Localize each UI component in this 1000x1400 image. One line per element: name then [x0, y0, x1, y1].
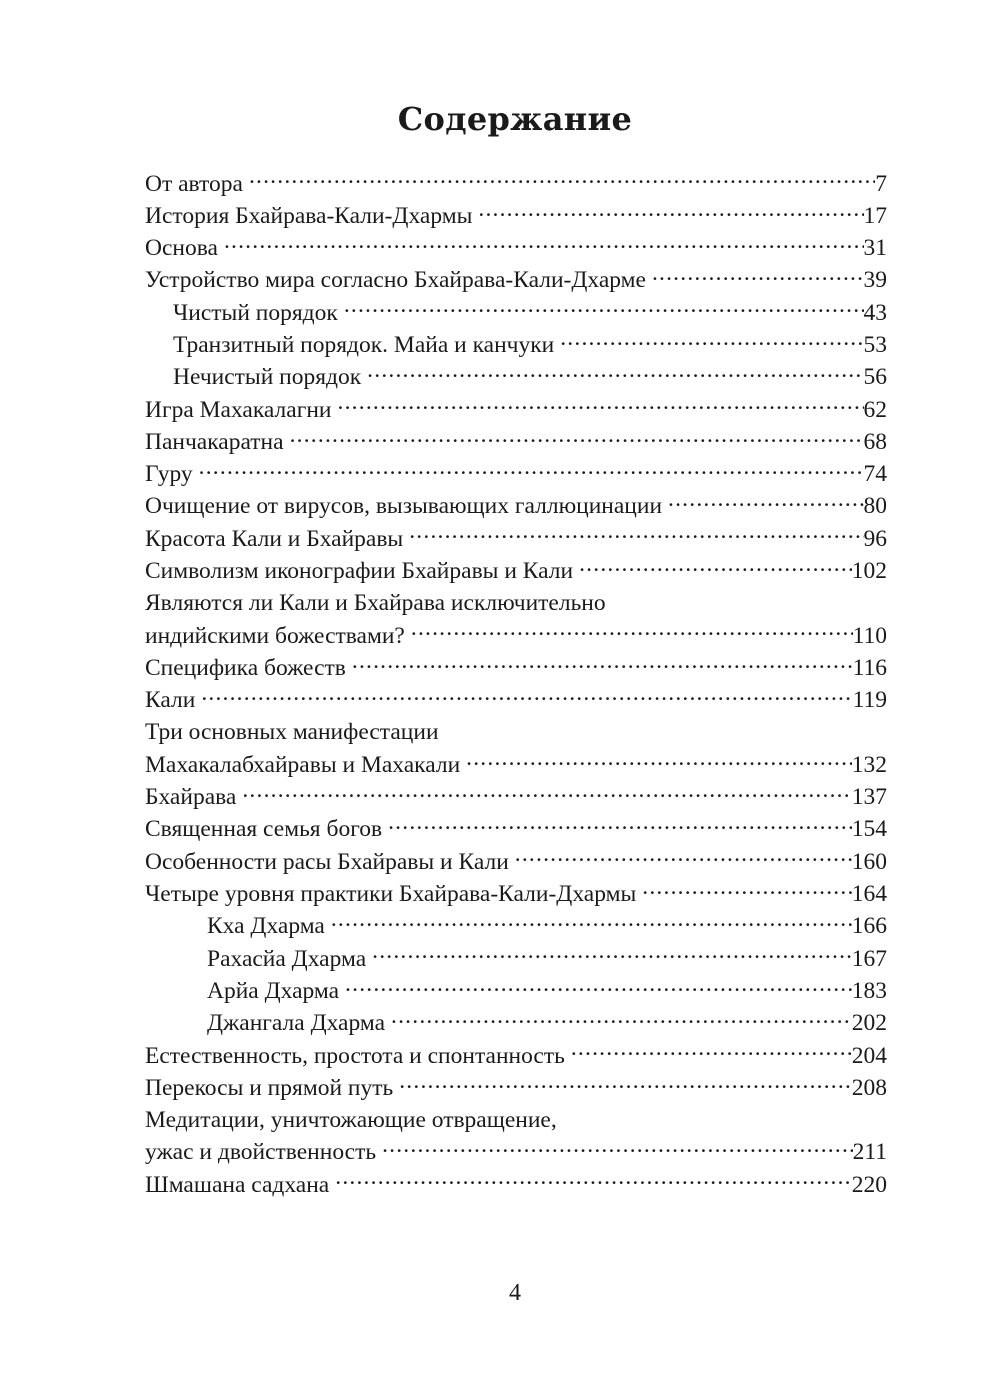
toc-entry-page: 74	[863, 461, 887, 488]
dot-leader	[642, 878, 851, 902]
page-title: Содержание	[397, 100, 633, 138]
dot-leader	[201, 684, 852, 708]
toc-entry	[145, 1007, 887, 1039]
toc-entry-label: Транзитный порядок. Майа и канчуки	[173, 331, 555, 358]
table-of-contents	[145, 167, 887, 1201]
dot-leader	[331, 910, 852, 934]
page-number: 4	[509, 1280, 521, 1306]
dot-leader	[411, 619, 853, 643]
toc-entry	[145, 845, 887, 877]
dot-leader	[515, 845, 852, 869]
dot-leader	[372, 942, 852, 966]
dot-leader	[338, 393, 864, 417]
toc-entry-page: 53	[863, 331, 887, 358]
toc-entry-page: 166	[851, 913, 887, 940]
toc-entry-page: 202	[851, 1010, 887, 1037]
toc-entry	[145, 199, 887, 231]
toc-entry-line	[145, 716, 887, 748]
toc-entry	[145, 813, 887, 845]
toc-entry	[145, 1071, 887, 1103]
toc-entry	[145, 296, 887, 328]
dot-leader	[199, 458, 864, 482]
toc-entry-page: 154	[851, 816, 887, 843]
toc-entry	[145, 361, 887, 393]
toc-entry-page: 102	[851, 558, 887, 585]
toc-entry-label: История Бхайрава-Кали-Дхармы	[145, 202, 473, 229]
toc-entry	[145, 684, 887, 716]
toc-entry-label: Особенности расы Бхайравы и Кали	[145, 848, 509, 875]
toc-entry-label: Шмашана садхана	[145, 1171, 330, 1198]
toc-entry-label: Медитации, уничтожающие отвращение,	[145, 1106, 557, 1133]
toc-entry-label: Перекосы и прямой путь	[145, 1074, 394, 1101]
toc-entry-label: От автора	[145, 170, 243, 197]
toc-entry-label: Являются ли Кали и Бхайрава исключительно	[145, 589, 606, 616]
dot-leader	[344, 296, 864, 320]
toc-entry	[145, 910, 887, 942]
toc-entry-page: 164	[851, 881, 887, 908]
toc-entry-label: Четыре уровня практики Бхайрава-Кали-Дхармы	[145, 881, 637, 908]
toc-entry-label: Арйа Дхарма	[207, 977, 340, 1004]
toc-entry-label: ужас и двойственность	[145, 1139, 377, 1166]
dot-leader	[290, 425, 864, 449]
toc-entry-label: индийскими божествами?	[145, 622, 405, 649]
toc-entry-page: 167	[851, 945, 887, 972]
toc-entry-page: 137	[851, 784, 887, 811]
toc-entry-page: 43	[863, 299, 887, 326]
toc-entry	[145, 619, 887, 651]
dot-leader	[391, 1007, 852, 1031]
toc-entry-label: Кали	[145, 687, 196, 714]
dot-leader	[668, 490, 863, 514]
toc-entry-label: Джангала Дхарма	[207, 1010, 386, 1037]
toc-entry	[145, 232, 887, 264]
toc-entry	[145, 393, 887, 425]
toc-entry	[145, 458, 887, 490]
toc-entry-label: Рахасйа Дхарма	[207, 945, 367, 972]
toc-entry-page: 119	[852, 687, 887, 714]
toc-entry-label: Священная семья богов	[145, 816, 383, 843]
toc-entry-line	[145, 1104, 887, 1136]
dot-leader	[409, 522, 863, 546]
toc-entry-label: Чистый порядок	[173, 299, 338, 326]
dot-leader	[466, 748, 852, 772]
dot-leader	[367, 361, 863, 385]
toc-entry-label: Кха Дхарма	[207, 913, 325, 940]
dot-leader	[345, 974, 852, 998]
toc-entry-label: Устройство мира согласно Бхайрава-Кали-Дхарме	[145, 267, 646, 294]
toc-entry-page: 62	[863, 396, 887, 423]
toc-entry-page: 68	[863, 428, 887, 455]
dot-leader	[382, 1136, 853, 1160]
dot-leader	[388, 813, 852, 837]
dot-leader	[478, 199, 863, 223]
dot-leader	[652, 264, 864, 288]
toc-entry-page: 208	[851, 1074, 887, 1101]
toc-entry-page: 39	[863, 267, 887, 294]
toc-entry-page: 220	[851, 1171, 887, 1198]
dot-leader	[560, 328, 863, 352]
toc-entry	[145, 1136, 887, 1168]
dot-leader	[335, 1168, 852, 1192]
toc-entry	[145, 1168, 887, 1200]
toc-entry-page: 183	[851, 977, 887, 1004]
dot-leader	[242, 781, 851, 805]
toc-entry-label: Гуру	[145, 461, 193, 488]
toc-entry	[145, 167, 887, 199]
toc-entry	[145, 555, 887, 587]
dot-leader	[249, 167, 875, 191]
toc-entry-label: Махакалабхайравы и Махакали	[145, 751, 461, 778]
toc-entry-label: Основа	[145, 235, 218, 262]
toc-entry-page: 116	[852, 654, 887, 681]
toc-entry-page: 56	[863, 364, 887, 391]
toc-entry-page: 160	[851, 848, 887, 875]
toc-entry-label: Естественность, простота и спонтанность	[145, 1042, 565, 1069]
toc-entry	[145, 878, 887, 910]
dot-leader	[579, 555, 852, 579]
toc-entry	[145, 425, 887, 457]
dot-leader	[224, 232, 864, 256]
toc-entry-label: Панчакаратна	[145, 428, 284, 455]
toc-entry	[145, 264, 887, 296]
toc-entry-line	[145, 587, 887, 619]
dot-leader	[352, 651, 853, 675]
toc-entry-label: Нечистый порядок	[173, 364, 362, 391]
dot-leader	[399, 1071, 852, 1095]
toc-entry-page: 204	[851, 1042, 887, 1069]
toc-entry-label: Три основных манифестации	[145, 719, 439, 746]
toc-entry-page: 96	[863, 525, 887, 552]
toc-entry-label: Очищение от вирусов, вызывающих галлюцинации	[145, 493, 663, 520]
toc-entry	[145, 748, 887, 780]
toc-entry-page: 110	[852, 622, 887, 649]
toc-entry-label: Красота Кали и Бхайравы	[145, 525, 404, 552]
toc-entry-label: Символизм иконографии Бхайравы и Кали	[145, 558, 574, 585]
toc-entry-page: 31	[863, 235, 887, 262]
toc-entry	[145, 328, 887, 360]
toc-entry	[145, 651, 887, 683]
dot-leader	[571, 1039, 852, 1063]
toc-entry-label: Игра Махакалагни	[145, 396, 332, 423]
toc-entry-page: 17	[863, 202, 887, 229]
toc-entry	[145, 1039, 887, 1071]
toc-entry-page: 132	[851, 751, 887, 778]
toc-entry-label: Бхайрава	[145, 784, 237, 811]
toc-entry-page: 80	[863, 493, 887, 520]
toc-entry-page: 7	[875, 170, 887, 197]
toc-entry	[145, 974, 887, 1006]
toc-entry	[145, 522, 887, 554]
toc-entry-label: Специфика божеств	[145, 654, 346, 681]
toc-entry	[145, 942, 887, 974]
toc-entry	[145, 781, 887, 813]
toc-entry	[145, 490, 887, 522]
toc-entry-page: 211	[852, 1139, 887, 1166]
